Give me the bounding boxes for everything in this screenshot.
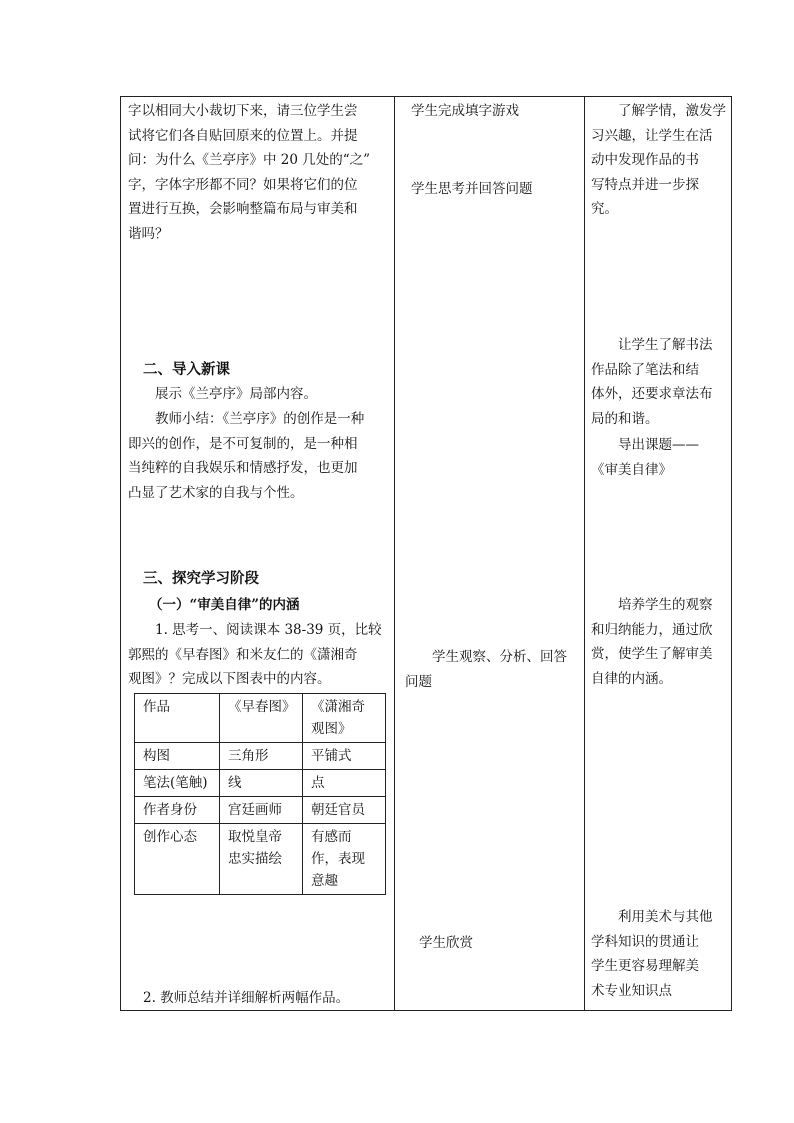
design-intent: 利用美术与其他 学科知识的贯通让 学生更容易理解美 术专业知识点	[591, 909, 713, 999]
section-heading: 二、导入新课	[143, 361, 230, 378]
paragraph: 展示《兰亭序》局部内容。	[155, 386, 317, 402]
subsection-heading: （一）“审美自律”的内涵	[149, 597, 300, 613]
paragraph: 2. 教师总结并详细解析两幅作品。	[143, 990, 350, 1006]
section-heading: 三、探究学习阶段	[143, 570, 259, 587]
student-activity: 学生完成填字游戏	[411, 103, 519, 119]
design-intent: 导出课题—— 《审美自律》	[591, 437, 699, 478]
lesson-plan-table	[120, 96, 732, 1011]
think-prompt: 1. 思考一、阅读课本 38-39 页，比较 郭熙的《早春图》和米友仁的《潇湘奇 观图》？完成以下图表中的内容。	[128, 622, 382, 687]
table-cell: 平铺式	[303, 743, 386, 770]
design-intent: 了解学情，激发学 习兴趣，让学生在活 动中发现作品的书 写特点并进一步探 究。	[591, 103, 726, 217]
design-intent: 让学生了解书法 作品除了笔法和结 体外，还要求章法布 局的和谐。	[591, 337, 713, 427]
table-cell: 点	[303, 770, 386, 797]
table-row	[135, 797, 386, 824]
table-cell: 《潇湘奇观图》	[303, 694, 386, 743]
table-cell: 三角形	[220, 743, 303, 770]
table-cell: 线	[220, 770, 303, 797]
table-row	[135, 770, 386, 797]
table-row	[135, 743, 386, 770]
table-cell: 《早春图》	[220, 694, 303, 743]
table-cell: 作品	[135, 694, 220, 743]
table-cell: 作者身份	[135, 797, 220, 824]
table-header-row	[135, 694, 386, 743]
table-cell: 朝廷官员	[303, 797, 386, 824]
column-divider	[584, 97, 585, 1010]
intro-text: 字以相同大小裁切下来，请三位学生尝 试将它们各自贴回原来的位置上。并提 问：为什么《兰亭序》中 20 几处的“之” 字，字体字形都不同？如果将它们的位 置进行互换，会影响整篇布局与审美和 谐吗？	[128, 103, 371, 242]
table-cell: 笔法(笔触)	[135, 770, 220, 797]
column-divider	[394, 97, 395, 1010]
table-cell: 创作心态	[135, 824, 220, 895]
student-activity: 学生观察、分析、回答 问题	[405, 649, 567, 690]
table-cell: 构图	[135, 743, 220, 770]
table-cell: 取悦皇帝忠实描绘	[220, 824, 303, 895]
student-activity: 学生思考并回答问题	[411, 181, 533, 197]
table-cell: 有感而作，表现意趣	[303, 824, 386, 895]
student-activity: 学生欣赏	[419, 935, 473, 951]
teacher-summary: 教师小结：《兰亭序》的创作是一种 即兴的创作，是不可复制的，是一种相 当纯粹的自我娱乐和情感抒发，也更加 凸显了艺术家的自我与个性。	[128, 411, 365, 501]
comparison-table	[134, 693, 386, 895]
design-intent: 培养学生的观察 和归纳能力，通过欣 赏，使学生了解审美 自律的内涵。	[591, 597, 713, 687]
table-cell: 宫廷画师	[220, 797, 303, 824]
table-row	[135, 824, 386, 895]
